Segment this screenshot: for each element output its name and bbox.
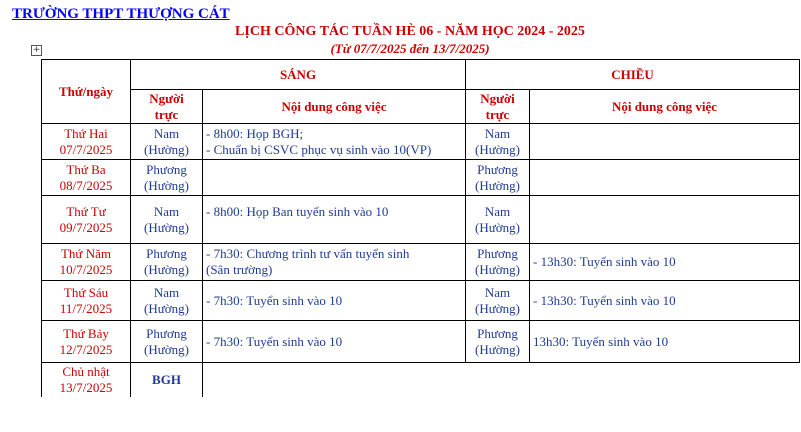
pm-content-cell: 13h30: Tuyển sinh vào 10 — [530, 321, 800, 363]
table-move-handle-icon[interactable]: + — [32, 45, 41, 55]
am-duty-cell: Phương (Hường) — [131, 160, 203, 196]
pm-content-cell — [530, 160, 800, 196]
am-content-cell — [203, 160, 466, 196]
pm-content-cell: - 13h30: Tuyển sinh vào 10 — [530, 244, 800, 281]
pm-content-cell — [530, 124, 800, 160]
am-duty-cell: Nam (Hường) — [131, 281, 203, 321]
am-content-cell: - 7h30: Tuyển sinh vào 10 — [203, 281, 466, 321]
pm-content-cell — [530, 196, 800, 244]
am-content-cell: - 8h00: Họp Ban tuyển sinh vào 10 — [203, 196, 466, 244]
day-cell: Thứ Ba 08/7/2025 — [42, 160, 131, 196]
header-am-duty: Người trực — [131, 90, 203, 124]
pm-duty-cell: Nam (Hường) — [466, 124, 530, 160]
am-duty-cell: Phương (Hường) — [131, 244, 203, 281]
header-day: Thứ/ngày — [42, 60, 131, 124]
pm-duty-cell: Phương (Hường) — [466, 321, 530, 363]
school-name: TRƯỜNG THPT THƯỢNG CÁT — [12, 6, 230, 22]
am-content-cell: - 8h00: Họp BGH; - Chuẩn bị CSVC phục vụ sinh vào 10(VP) — [203, 124, 466, 160]
header-afternoon: CHIỀU — [466, 60, 800, 90]
pm-duty-cell: Phương (Hường) — [466, 244, 530, 281]
schedule-date-range: (Từ 07/7/2025 đến 13/7/2025) — [330, 41, 490, 56]
am-duty-cell: Phương (Hường) — [131, 321, 203, 363]
am-content-cell — [203, 363, 800, 397]
pm-duty-cell: Nam (Hường) — [466, 281, 530, 321]
schedule-table — [41, 59, 800, 397]
day-cell: Thứ Hai 07/7/2025 — [42, 124, 131, 160]
pm-content-cell: - 13h30: Tuyển sinh vào 10 — [530, 281, 800, 321]
am-content-cell: - 7h30: Tuyển sinh vào 10 — [203, 321, 466, 363]
pm-duty-cell: Nam (Hường) — [466, 196, 530, 244]
am-duty-cell: Nam (Hường) — [131, 196, 203, 244]
day-cell: Thứ Năm 10/7/2025 — [42, 244, 131, 281]
header-pm-duty: Người trực — [466, 90, 530, 124]
am-duty-cell: BGH — [131, 363, 203, 397]
header-morning: SÁNG — [131, 60, 466, 90]
am-content-cell: - 7h30: Chương trình tư vấn tuyển sinh (Sân trường) — [203, 244, 466, 281]
pm-duty-cell: Phương (Hường) — [466, 160, 530, 196]
day-cell: Thứ Sáu 11/7/2025 — [42, 281, 131, 321]
am-duty-cell: Nam (Hường) — [131, 124, 203, 160]
day-cell: Thứ Bảy 12/7/2025 — [42, 321, 131, 363]
schedule-title: LỊCH CÔNG TÁC TUẦN HÈ 06 - NĂM HỌC 2024 - 2025 — [235, 24, 585, 39]
header-am-content: Nội dung công việc — [203, 90, 466, 124]
header-pm-content: Nội dung công việc — [530, 90, 800, 124]
day-cell: Chủ nhật 13/7/2025 — [42, 363, 131, 397]
day-cell: Thứ Tư 09/7/2025 — [42, 196, 131, 244]
